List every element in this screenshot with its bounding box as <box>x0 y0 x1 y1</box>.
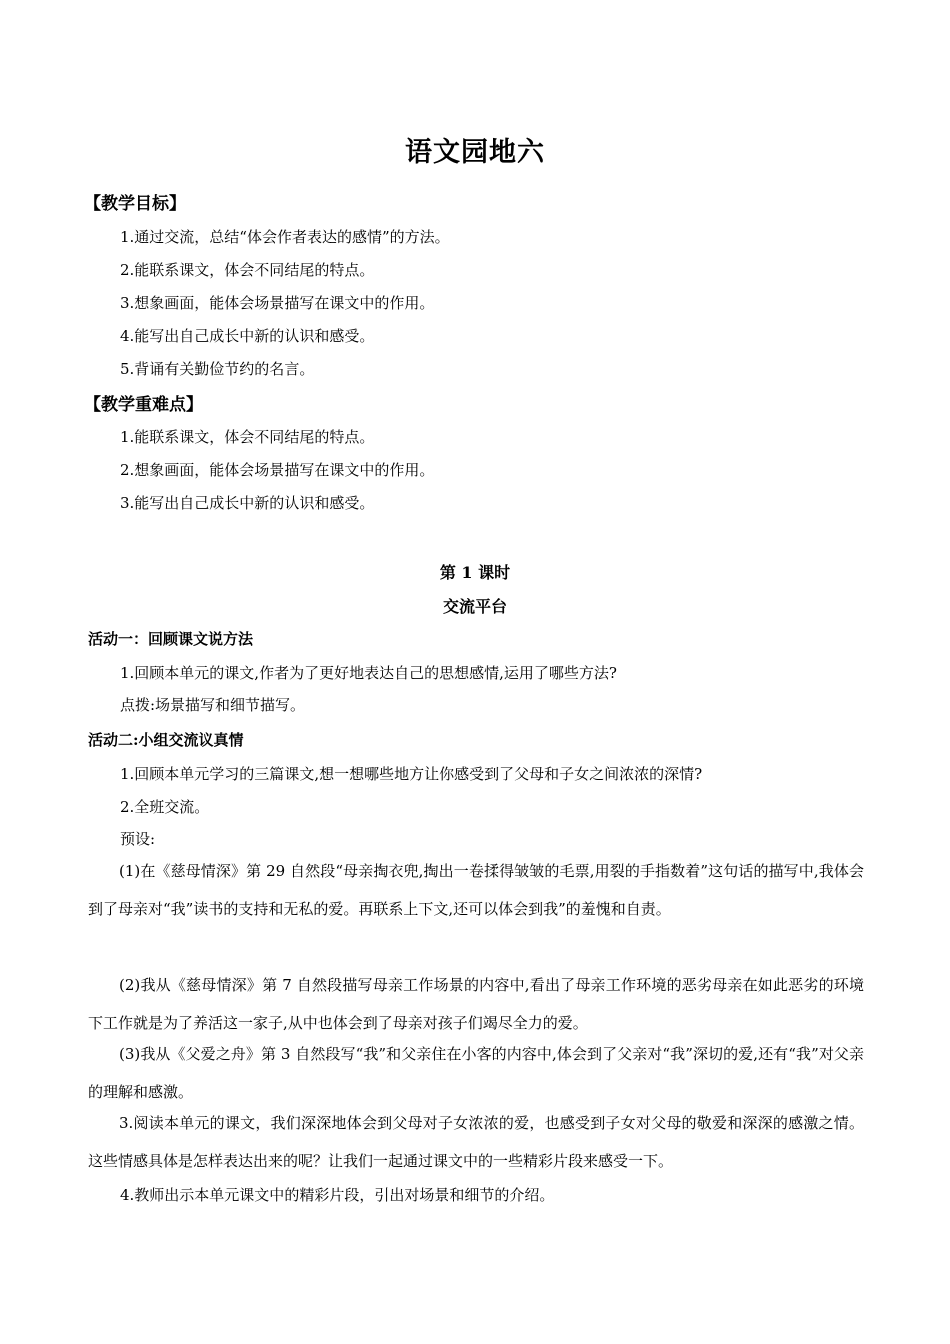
preset-paragraph: (2)我从《慈母情深》第 7 自然段描写母亲工作场景的内容中,看出了母亲工作环境的恶劣母亲在如此恶劣的环境下工作就是为了养活这一家子,从中也体会到了母亲对孩子们竭尽全力的爱。 <box>88 976 864 1032</box>
key-points-heading: 【教学重难点】 <box>84 395 203 415</box>
body-paragraph: 3.阅读本单元的课文，我们深深地体会到父母对子女浓浓的爱，也感受到子女对父母的敬爱和深深的感激之情。这些情感具体是怎样表达出来的呢？让我们一起通过课文中的一些精彩片段来感受一下。 <box>88 1114 864 1170</box>
objective-item: 3.想象画面，能体会场景描写在课文中的作用。 <box>120 294 435 312</box>
lesson-topic: 交流平台 <box>442 597 507 616</box>
activity-two-heading: 活动二:小组交流议真情 <box>88 731 244 749</box>
lesson-period: 第 1 课时 <box>439 563 511 582</box>
activity-one-heading: 活动一：回顾课文说方法 <box>88 630 254 648</box>
activity-two-line: 预设: <box>120 830 156 848</box>
objective-item: 1.通过交流，总结“体会作者表达的感情”的方法。 <box>120 228 450 246</box>
page-title: 语文园地六 <box>405 137 545 168</box>
preset-paragraph: (1)在《慈母情深》第 29 自然段“母亲掏衣兜,掏出一卷揉得皱皱的毛票,用裂的手指数着”这句话的描写中,我体会到了母亲对“我”读书的支持和无私的爱。再联系上下文,还可以体会到我”的羞愧和自责。 <box>88 862 864 918</box>
objectives-heading: 【教学目标】 <box>84 194 186 214</box>
objective-item: 2.能联系课文，体会不同结尾的特点。 <box>120 261 375 279</box>
objective-item: 4.能写出自己成长中新的认识和感受。 <box>120 327 375 345</box>
objective-item: 5.背诵有关勤俭节约的名言。 <box>120 360 315 378</box>
activity-two-line: 2.全班交流。 <box>120 798 210 816</box>
key-point-item: 3.能写出自己成长中新的认识和感受。 <box>120 494 375 512</box>
activity-two-line: 1.回顾本单元学习的三篇课文,想一想哪些地方让你感受到了父母和子女之间浓浓的深情? <box>120 765 703 783</box>
activity-one-line: 1.回顾本单元的课文,作者为了更好地表达自己的思想感情,运用了哪些方法? <box>120 664 617 682</box>
key-point-item: 2.想象画面，能体会场景描写在课文中的作用。 <box>120 461 435 479</box>
body-line: 4.教师出示本单元课文中的精彩片段，引出对场景和细节的介绍。 <box>120 1186 555 1204</box>
activity-one-hint: 点拨:场景描写和细节描写。 <box>120 696 306 714</box>
key-point-item: 1.能联系课文，体会不同结尾的特点。 <box>120 428 375 446</box>
preset-paragraph: (3)我从《父爱之舟》第 3 自然段写“我”和父亲住在小客的内容中,体会到了父亲对“我”深切的爱,还有“我”对父亲的理解和感激。 <box>88 1045 864 1101</box>
